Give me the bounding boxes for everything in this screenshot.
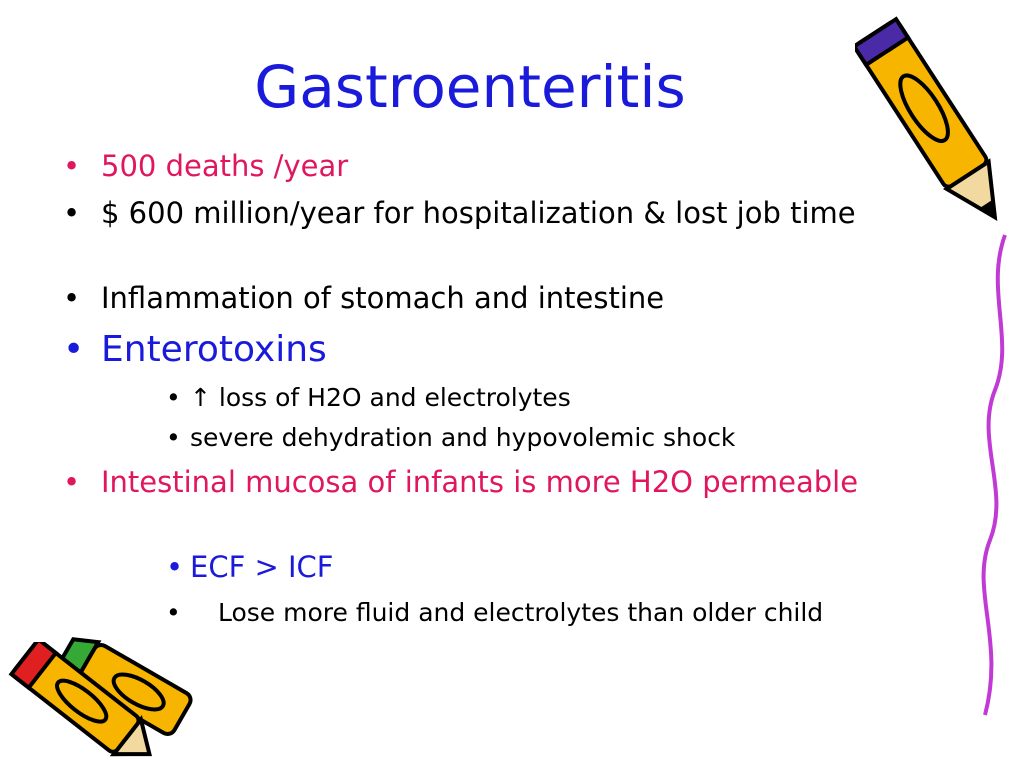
bullet-marker: •: [166, 423, 181, 452]
bullet-text: 500 deaths /year: [101, 149, 349, 183]
list-item: [63, 329, 961, 370]
bullet-marker: •: [63, 149, 81, 183]
list-item: [63, 149, 961, 183]
bullet-text: ECF > ICF: [190, 550, 334, 584]
bullet-text: Intestinal mucosa of infants is more H2O permeable: [101, 465, 859, 499]
slide-title: Gastroenteritis: [254, 53, 686, 121]
bullet-marker: •: [166, 550, 184, 584]
list-item: [63, 465, 941, 499]
bullet-marker: •: [63, 465, 81, 499]
bullet-text: ↑ loss of H2O and electrolytes: [190, 383, 571, 412]
bullet-marker: •: [166, 598, 181, 627]
bullet-text: $ 600 million/year for hospitalization & lost job time: [101, 196, 856, 230]
bullet-text: Enterotoxins: [101, 329, 327, 370]
list-item: [63, 196, 961, 230]
list-item: [166, 550, 950, 584]
bullet-marker: •: [63, 281, 81, 315]
bullet-marker: •: [166, 383, 181, 412]
bullet-marker: •: [63, 329, 85, 370]
list-item: [166, 423, 950, 452]
bullet-text: severe dehydration and hypovolemic shock: [190, 423, 736, 452]
list-item: [63, 281, 961, 315]
list-item: [166, 383, 950, 412]
bullet-marker: •: [63, 196, 81, 230]
list-item: [166, 598, 943, 627]
bullet-text: Lose more fluid and electrolytes than older child: [218, 598, 824, 627]
bullet-text: Inflammation of stomach and intestine: [101, 281, 665, 315]
